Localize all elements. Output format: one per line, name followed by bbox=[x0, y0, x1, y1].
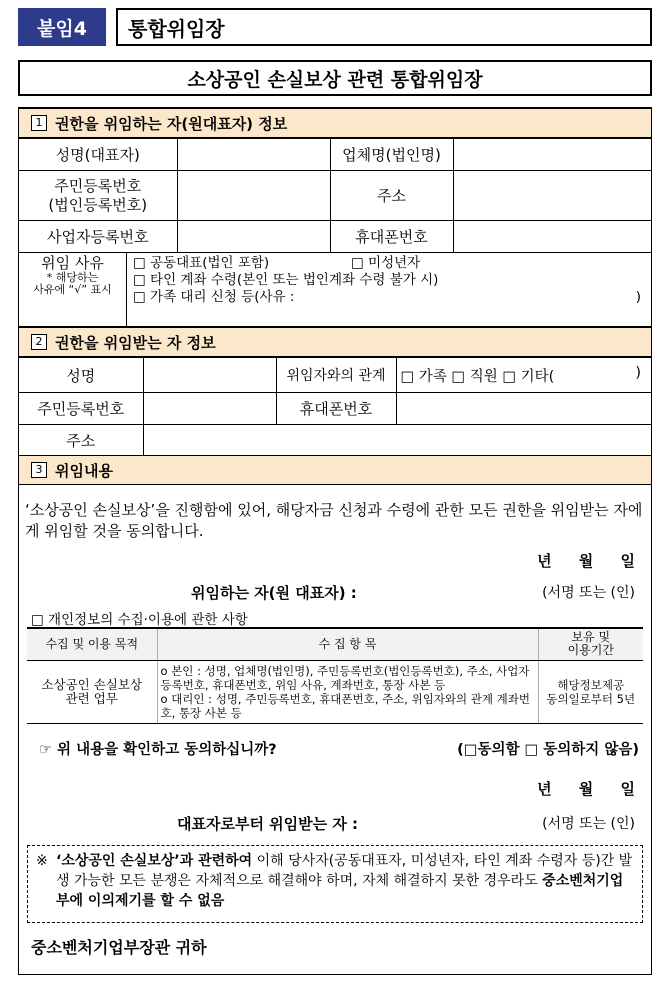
label-mobile-number: 휴대폰번호 bbox=[330, 221, 453, 253]
field-delegate-resident-number[interactable] bbox=[143, 393, 276, 425]
date-line-1: 년 월 일 bbox=[537, 552, 635, 570]
reason-close-paren: ) bbox=[635, 289, 641, 305]
label-address: 주소 bbox=[330, 171, 453, 221]
label-company-name: 업체명(법인명) bbox=[330, 139, 453, 171]
privacy-header-items: 수 집 항 목 bbox=[157, 628, 538, 660]
notice-text: 이해 당사자(공동대표자, 미성년자, 타인 계좌 수령자 등)간 발생 가능한 모든 분쟁은 자체적으로 해결해야 하며, 자체 해결하지 못한 경우라도 bbox=[56, 853, 633, 889]
privacy-items-proxy: o 대리인 : 성명, 주민등록번호, 휴대폰번호, 주소, 위임자와의 관계 계좌번호, 통장 사본 등 bbox=[160, 691, 530, 720]
delegate-signature-hint[interactable]: (서명 또는 (인) bbox=[542, 816, 635, 832]
document-header bbox=[18, 8, 652, 46]
delegator-signature-hint[interactable]: (서명 또는 (인) bbox=[542, 585, 635, 601]
label-name-representative: 성명(대표자) bbox=[19, 139, 177, 171]
privacy-items bbox=[157, 660, 538, 723]
dispute-notice bbox=[27, 845, 643, 923]
header-title: 통합위임장 bbox=[116, 8, 652, 46]
relation-options bbox=[396, 358, 651, 393]
label-resident-number: 주민등록번호 (법인등록번호) bbox=[19, 171, 177, 221]
reason-label-hint2: 사유에 “√” 표시 bbox=[33, 282, 112, 296]
label-business-number: 사업자등록번호 bbox=[19, 221, 177, 253]
date-line-2: 년 월 일 bbox=[537, 780, 635, 798]
section2-header bbox=[19, 327, 651, 357]
relation-checkboxes[interactable]: □ 가족 □ 직원 □ 기타( bbox=[400, 368, 555, 385]
section1-header bbox=[19, 108, 651, 138]
reason-label-hint: * 해당하는 bbox=[46, 270, 99, 284]
privacy-header-period: 보유 및 이용기간 bbox=[538, 628, 643, 660]
section3-title: 위임내용 bbox=[55, 461, 113, 480]
checkbox-family-proxy[interactable]: □ 가족 대리 신청 등(사유 : bbox=[133, 289, 295, 305]
section1-number: 1 bbox=[31, 115, 47, 131]
label-relation: 위임자와의 관계 bbox=[276, 358, 396, 393]
checkbox-other-account[interactable]: □ 타인 계좌 수령(본인 또는 법인계좌 수령 불가 시) bbox=[133, 272, 439, 288]
reason-options bbox=[127, 252, 651, 326]
field-delegate-name[interactable] bbox=[143, 358, 276, 393]
delegate-signature-label: 대표자로부터 위임받는 자 : bbox=[177, 815, 359, 833]
privacy-period: 해당정보제공 동의일로부터 5년 bbox=[538, 660, 643, 723]
addressee: 중소벤처기업부장관 귀하 bbox=[31, 938, 207, 957]
section1-title: 권한을 위임하는 자(원대표자) 정보 bbox=[55, 114, 288, 133]
notice-bold-1: ‘소상공인 손실보상’과 관련하여 bbox=[56, 853, 253, 869]
checkbox-minor[interactable]: □ 미성년자 bbox=[351, 255, 421, 271]
field-mobile-number[interactable] bbox=[453, 221, 651, 253]
checkbox-joint-representative[interactable]: □ 공동대표(법인 포함) bbox=[133, 255, 270, 271]
delegation-reason-row bbox=[19, 252, 651, 327]
delegate-info-table bbox=[19, 357, 651, 456]
label-delegate-name: 성명 bbox=[19, 358, 143, 393]
notice-bold-2: 중소벤처기업부에 이의제기를 할 수 없음 bbox=[56, 873, 624, 909]
field-company-name[interactable] bbox=[453, 139, 651, 171]
section3-number: 3 bbox=[31, 462, 47, 478]
privacy-title[interactable]: □ 개인정보의 수집·이용에 관한 사항 bbox=[31, 612, 248, 628]
field-delegate-address[interactable] bbox=[143, 425, 651, 456]
delegator-signature-label: 위임하는 자(원 대표자) : bbox=[191, 584, 357, 602]
attachment-badge: 붙임4 bbox=[18, 8, 106, 46]
section2-title: 권한을 위임받는 자 정보 bbox=[55, 333, 216, 352]
section3-header bbox=[19, 455, 651, 485]
reason-label-title: 위임 사유 bbox=[41, 254, 104, 272]
agreement-question-line bbox=[39, 738, 639, 759]
field-resident-number[interactable] bbox=[177, 171, 330, 221]
reason-label bbox=[19, 252, 127, 326]
agreement-options[interactable]: (□동의함 □ 동의하지 않음) bbox=[457, 742, 639, 758]
label-delegate-address: 주소 bbox=[19, 425, 143, 456]
privacy-header-purpose: 수집 및 이용 목적 bbox=[27, 628, 157, 660]
field-delegate-phone[interactable] bbox=[396, 393, 651, 425]
section2-number: 2 bbox=[31, 334, 47, 350]
notice-body bbox=[36, 851, 634, 911]
privacy-purpose: 소상공인 손실보상 관련 업무 bbox=[27, 660, 157, 723]
delegation-statement: ‘소상공인 손실보상’을 진행함에 있어, 해당자금 신청과 수령에 관한 모든 권한을 위임받는 자에게 위임할 것을 동의합니다. bbox=[25, 501, 643, 540]
delegator-info-table bbox=[19, 138, 651, 253]
form-frame bbox=[18, 107, 652, 975]
label-delegate-phone: 휴대폰번호 bbox=[276, 393, 396, 425]
privacy-items-self: o 본인 : 성명, 업체명(법인명), 주민등록번호(법인등록번호), 주소, 사업자등록번호, 휴대폰번호, 위임 사유, 계좌번호, 통장 사본 등 bbox=[160, 663, 530, 692]
agreement-question: ☞ 위 내용을 확인하고 동의하십니까? bbox=[39, 742, 277, 758]
field-address[interactable] bbox=[453, 171, 651, 221]
notice-mark: ※ bbox=[36, 853, 48, 869]
field-name-representative[interactable] bbox=[177, 139, 330, 171]
label-delegate-resident-number: 주민등록번호 bbox=[19, 393, 143, 425]
field-business-number[interactable] bbox=[177, 221, 330, 253]
relation-close-paren: ) bbox=[635, 364, 641, 381]
form-title: 소상공인 손실보상 관련 통합위임장 bbox=[18, 60, 652, 96]
privacy-table bbox=[27, 627, 643, 724]
